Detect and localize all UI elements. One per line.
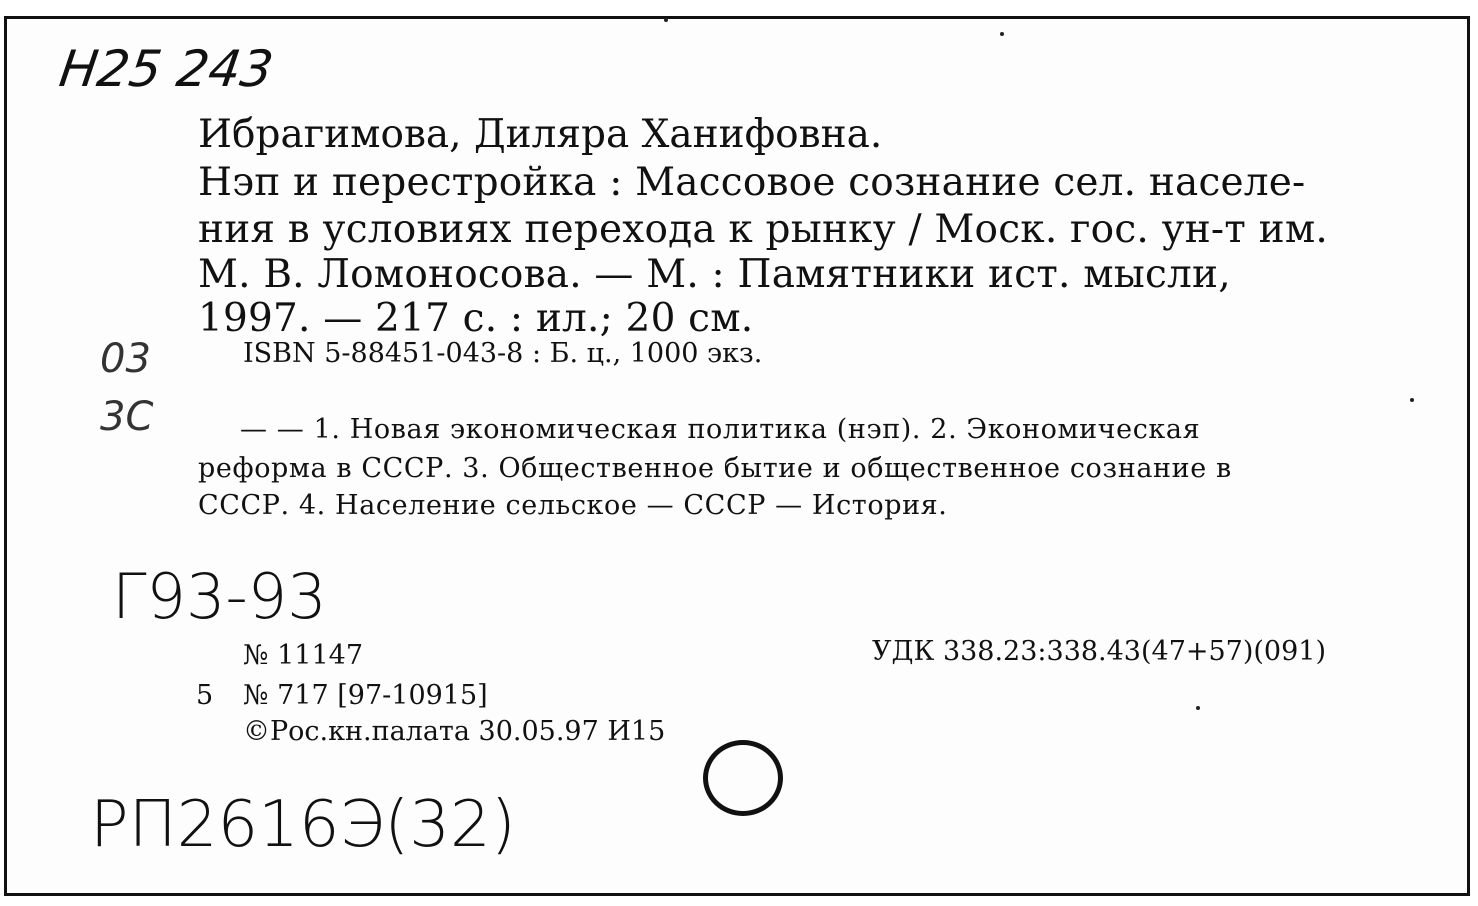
subject-line: СССР. 4. Население сельское — СССР — История. [198,490,948,521]
handwritten-left-code: 03 3С [100,336,154,440]
scan-speck [1196,706,1200,710]
punch-hole-circle [703,740,783,816]
book-chamber-stamp: ©Рос.кн.палата 30.05.97 И15 [243,716,666,747]
title-line: 1997. — 217 с. : ил.; 20 см. [198,296,754,341]
author-heading: Ибрагимова, Диляра Ханифовна. [198,112,883,157]
subject-line: — — 1. Новая экономическая политика (нэп). 2. Экономическая [240,414,1201,445]
scan-speck [1410,398,1414,402]
registration-number: № 717 [97-10915] [243,680,488,711]
title-line: ния в условиях перехода к рынку / Моск. гос. ун-т им. [198,207,1329,252]
scan-speck [1000,32,1004,36]
isbn-line: ISBN 5-88451-043-8 : Б. ц., 1000 экз. [243,338,763,369]
subject-line: реформа в СССР. 3. Общественное бытие и общественное сознание в [198,453,1232,484]
udc-classification: УДК 338.23:338.43(47+57)(091) [872,636,1326,667]
card-count: 5 [196,680,214,711]
handwritten-top-code: Н25 243 [55,40,277,98]
handwritten-middle-code: Г93-93 [112,560,327,633]
scan-speck [664,18,668,22]
title-line: М. В. Ломоносова. — М. : Памятники ист. мысли, [198,252,1231,297]
handwritten-bottom-code: РП2616Э(32) [90,788,516,862]
record-number: № 11147 [243,640,364,671]
title-line: Нэп и перестройка : Массовое сознание сел. населе- [198,160,1306,205]
